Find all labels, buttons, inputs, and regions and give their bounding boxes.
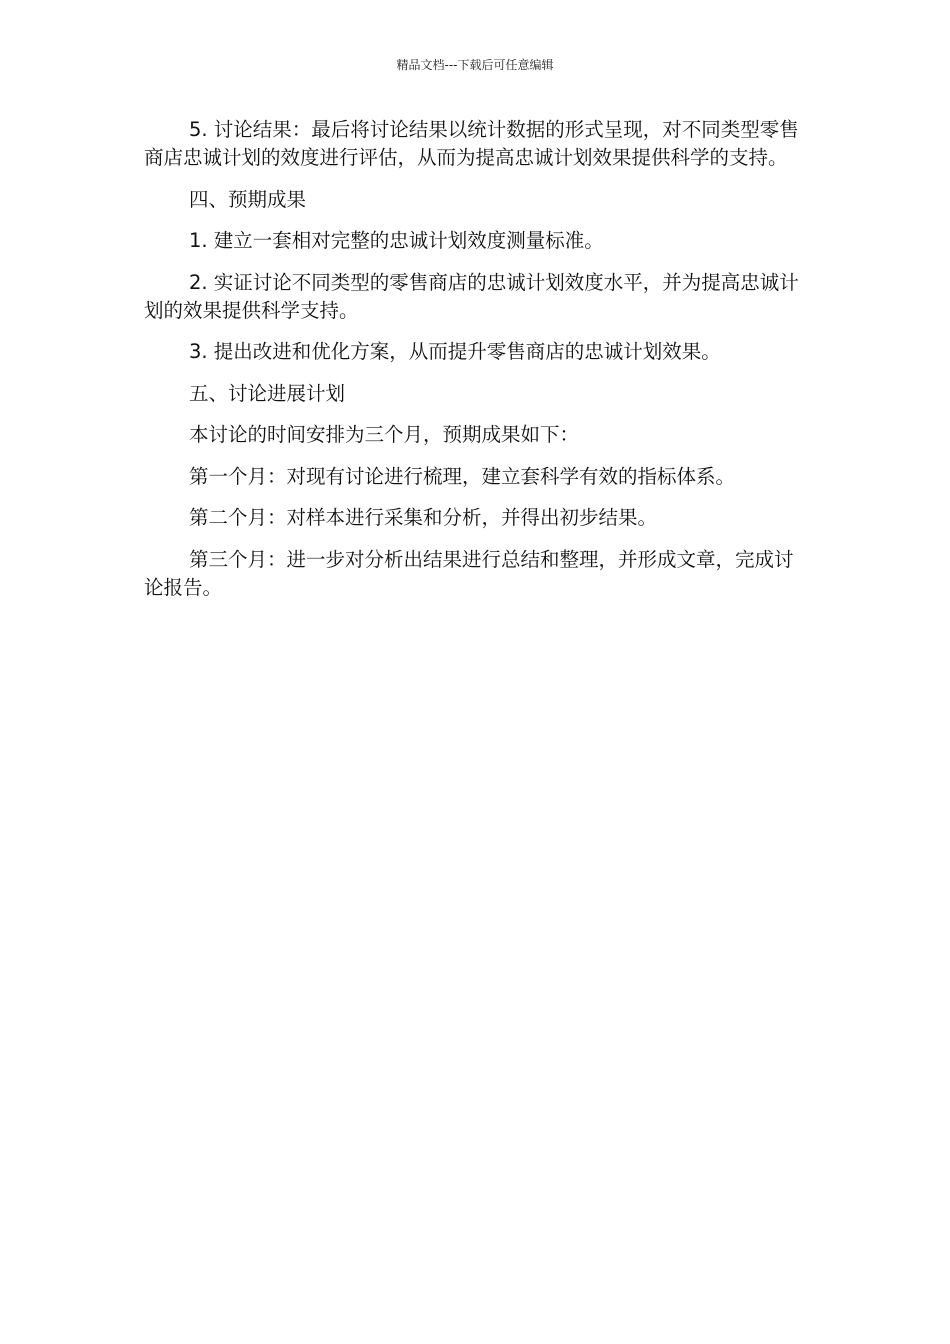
- section-heading-expected-results: 四、预期成果: [189, 187, 307, 211]
- list-item-expected-1: 1. 建立一套相对完整的忠诚计划效度测量标准。: [189, 229, 604, 252]
- schedule-month-1: 第一个月：对现有讨论进行梳理，建立套科学有效的指标体系。: [189, 464, 736, 488]
- schedule-month-3: 第三个月：进一步对分析出结果进行总结和整理，并形成文章，完成讨论报告。: [144, 547, 794, 599]
- list-item-expected-3: 3. 提出改进和优化方案，从而提升零售商店的忠诚计划效果。: [189, 340, 721, 363]
- page-header: 精品文档---下载后可任意编辑: [396, 58, 554, 72]
- paragraph-schedule-intro: 本讨论的时间安排为三个月，预期成果如下：: [189, 423, 580, 446]
- document-body: [144, 116, 800, 615]
- section-heading-progress-plan: 五、讨论进展计划: [189, 381, 346, 405]
- list-item-expected-2: 2. 实证讨论不同类型的零售商店的忠诚计划效度水平，并为提高忠诚计划的效果提供科学支持。: [144, 270, 799, 322]
- schedule-month-2: 第二个月：对样本进行采集和分析，并得出初步结果。: [189, 506, 658, 529]
- paragraph-discussion-results: 5. 讨论结果：最后将讨论结果以统计数据的形式呈现，对不同类型零售商店忠诚计划的效度进行评估，从而为提高忠诚计划效果提供科学的支持。: [144, 118, 799, 169]
